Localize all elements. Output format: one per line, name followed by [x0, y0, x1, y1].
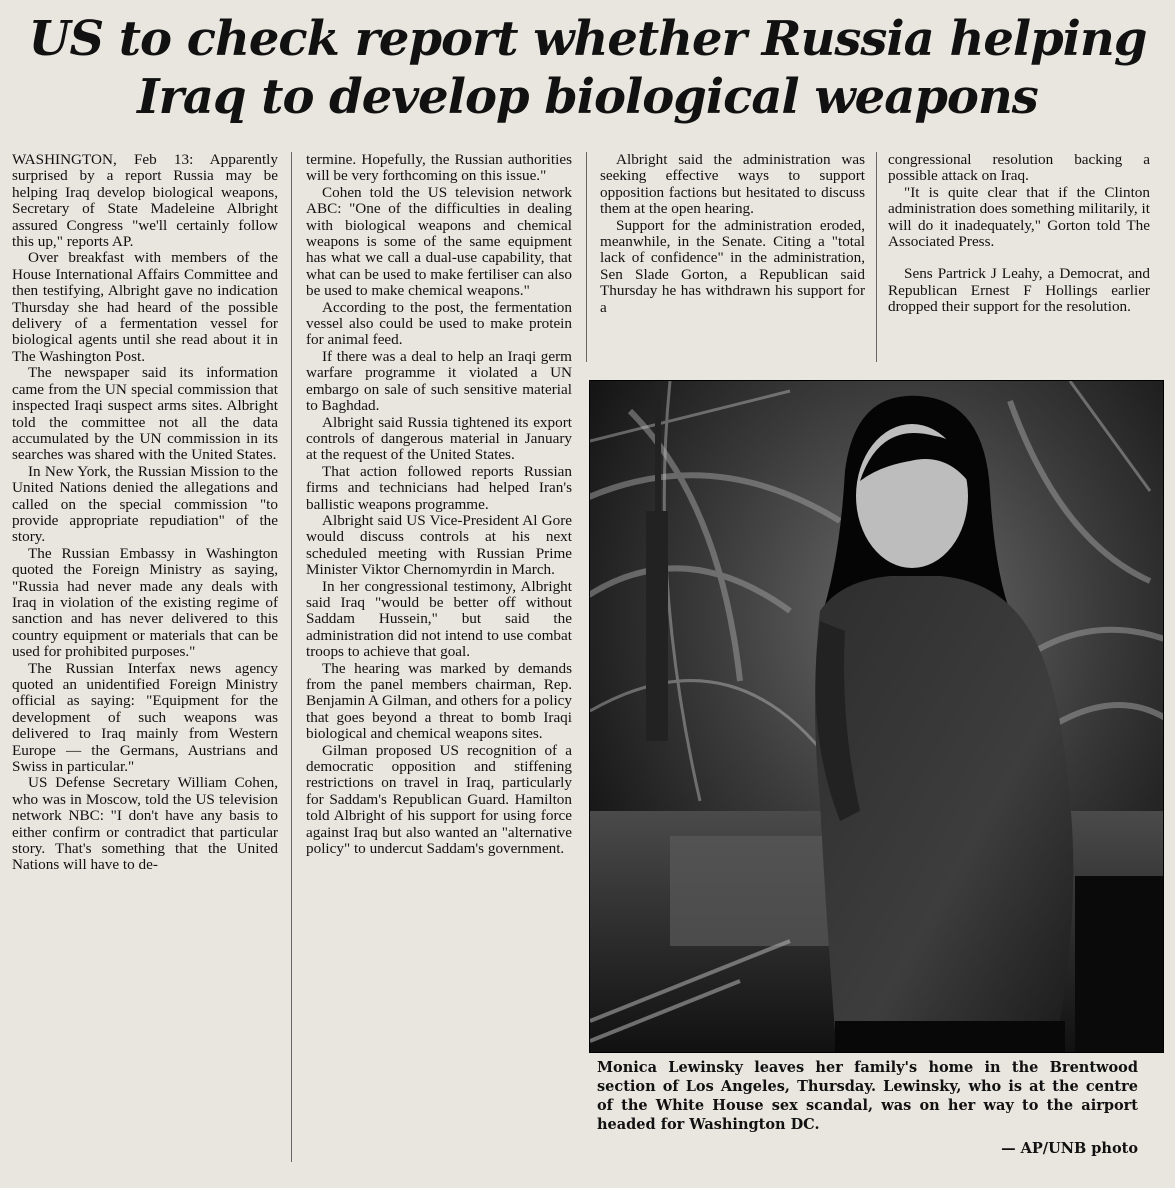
headline-line-1: US to check report whether Russia helping [28, 11, 1147, 67]
article-paragraph: In New York, the Russian Mission to the United Nations denied the allegations and called on the special commission "to provide appropriate repudiation" of the story. [12, 462, 278, 546]
article-paragraph: The Russian Interfax news agency quoted an unidentified Foreign Ministry official as saying: "Equipment for the development of such weapons was delivered to Iraq mainly from Western Europe — the Germans, Austrians and Swiss in particular." [12, 659, 278, 776]
photo-caption: Monica Lewinsky leaves her family's home in the Brentwood section of Los Angeles, Thursday. Lewinsky, who is at the centre of the White House sex scandal, was on her way to the airport headed for Washington DC. [597, 1059, 1138, 1133]
article-paragraph: Albright said Russia tightened its export controls of dangerous material in January at the request of the United States. [306, 413, 572, 464]
column-divider [876, 152, 877, 362]
article-paragraph: Sens Partrick J Leahy, a Democrat, and Republican Ernest F Hollings earlier dropped their support for the resolution. [888, 265, 1150, 316]
article-paragraph: termine. Hopefully, the Russian authorities will be very forthcoming on this issue." [306, 151, 572, 185]
article-paragraph: "It is quite clear that if the Clinton administration does something militarily, it will do it inadequately," Gorton told The Associated Press. [888, 183, 1150, 251]
article-paragraph: US Defense Secretary William Cohen, who was in Moscow, told the US television network NBC: "I don't have any basis to either confirm or contradict that particular story. That's something that the United Nations will have to de- [12, 774, 278, 874]
headline-line-2: Iraq to develop biological weapons [137, 69, 1038, 125]
article-paragraph: Over breakfast with members of the House International Affairs Committee and then testifying, Albright gave no indication Thursday she had heard of the possible delivery of a fermentation vessel for biological agents until she read about it in The Washington Post. [12, 249, 278, 365]
photo-credit: — AP/UNB photo [1001, 1140, 1138, 1157]
article-paragraph: congressional resolution backing a possible attack on Iraq. [888, 151, 1150, 185]
photo-illustration [590, 381, 1163, 1052]
article-paragraph: The hearing was marked by demands from the panel members chairman, Rep. Benjamin A Gilman, and others for a policy that goes beyond a threat to bomb Iraqi biological and chemical weapons sites. [306, 659, 572, 743]
article-paragraph: If there was a deal to help an Iraqi germ warfare programme it violated a UN embargo on sale of such sensitive material to Baghdad. [306, 347, 572, 415]
article-paragraph: That action followed reports Russian firms and technicians had helped Iran's ballistic weapons programme. [306, 462, 572, 513]
article-column-3 [600, 152, 865, 316]
article-column-4 [888, 152, 1150, 316]
headline [10, 10, 1165, 126]
article-paragraph: The newspaper said its information came from the UN special commission that inspected Iraqi suspect arms sites. Albright told the committee not all the data accumulated by the UN commission in its searches was shared with the United States. [12, 364, 278, 464]
news-photo [589, 380, 1164, 1053]
article-paragraph: According to the post, the fermentation vessel also could be used to make protein for animal feed. [306, 298, 572, 349]
column-divider [291, 152, 292, 1162]
article-paragraph: Cohen told the US television network ABC: "One of the difficulties in dealing with biological weapons and chemical weapons is some of the same equipment has what we call a dual-use capability, that what can be used to make fertiliser can also be used to make chemical weapons." [306, 183, 572, 300]
article-paragraph: Albright said US Vice-President Al Gore would discuss controls at his next scheduled meeting with Russian Prime Minister Viktor Chernomyrdin in March. [306, 511, 572, 579]
column-divider [586, 152, 587, 362]
article-column-2 [306, 152, 572, 857]
article-paragraph: Gilman proposed US recognition of a democratic opposition and stiffening restrictions on travel in Iraq, particularly for Saddam's Republican Guard. Hamilton told Albright of his support for using force against Iraq but also wanted an "alternative policy" to undercut Saddam's government. [306, 741, 572, 858]
article-paragraph: The Russian Embassy in Washington quoted the Foreign Ministry as saying, "Russia had never made any deals with Iraq in violation of the existing regime of sanction and has never delivered to this country equipment or materials that can be used for prohibited purposes." [12, 544, 278, 661]
article-paragraph: Albright said the administration was seeking effective ways to support opposition factions but hesitated to discuss them at the open hearing. [600, 151, 865, 218]
article-paragraph: In her congressional testimony, Albright said Iraq "would be better off without Saddam Hussein," but said the administration did not intend to use combat troops to achieve that goal. [306, 577, 572, 661]
article-column-1 [12, 152, 278, 874]
article-paragraph: Support for the administration eroded, meanwhile, in the Senate. Citing a "total lack of confidence" in the administration, Sen Slade Gorton, a Republican said Thursday he has withdrawn his support for a [600, 216, 865, 316]
article-paragraph: WASHINGTON, Feb 13: Apparently surprised by a report Russia may be helping Iraq develop biological weapons, Secretary of State Madeleine Albright assured Congress "we'll certainly follow this up," reports AP. [12, 151, 278, 251]
